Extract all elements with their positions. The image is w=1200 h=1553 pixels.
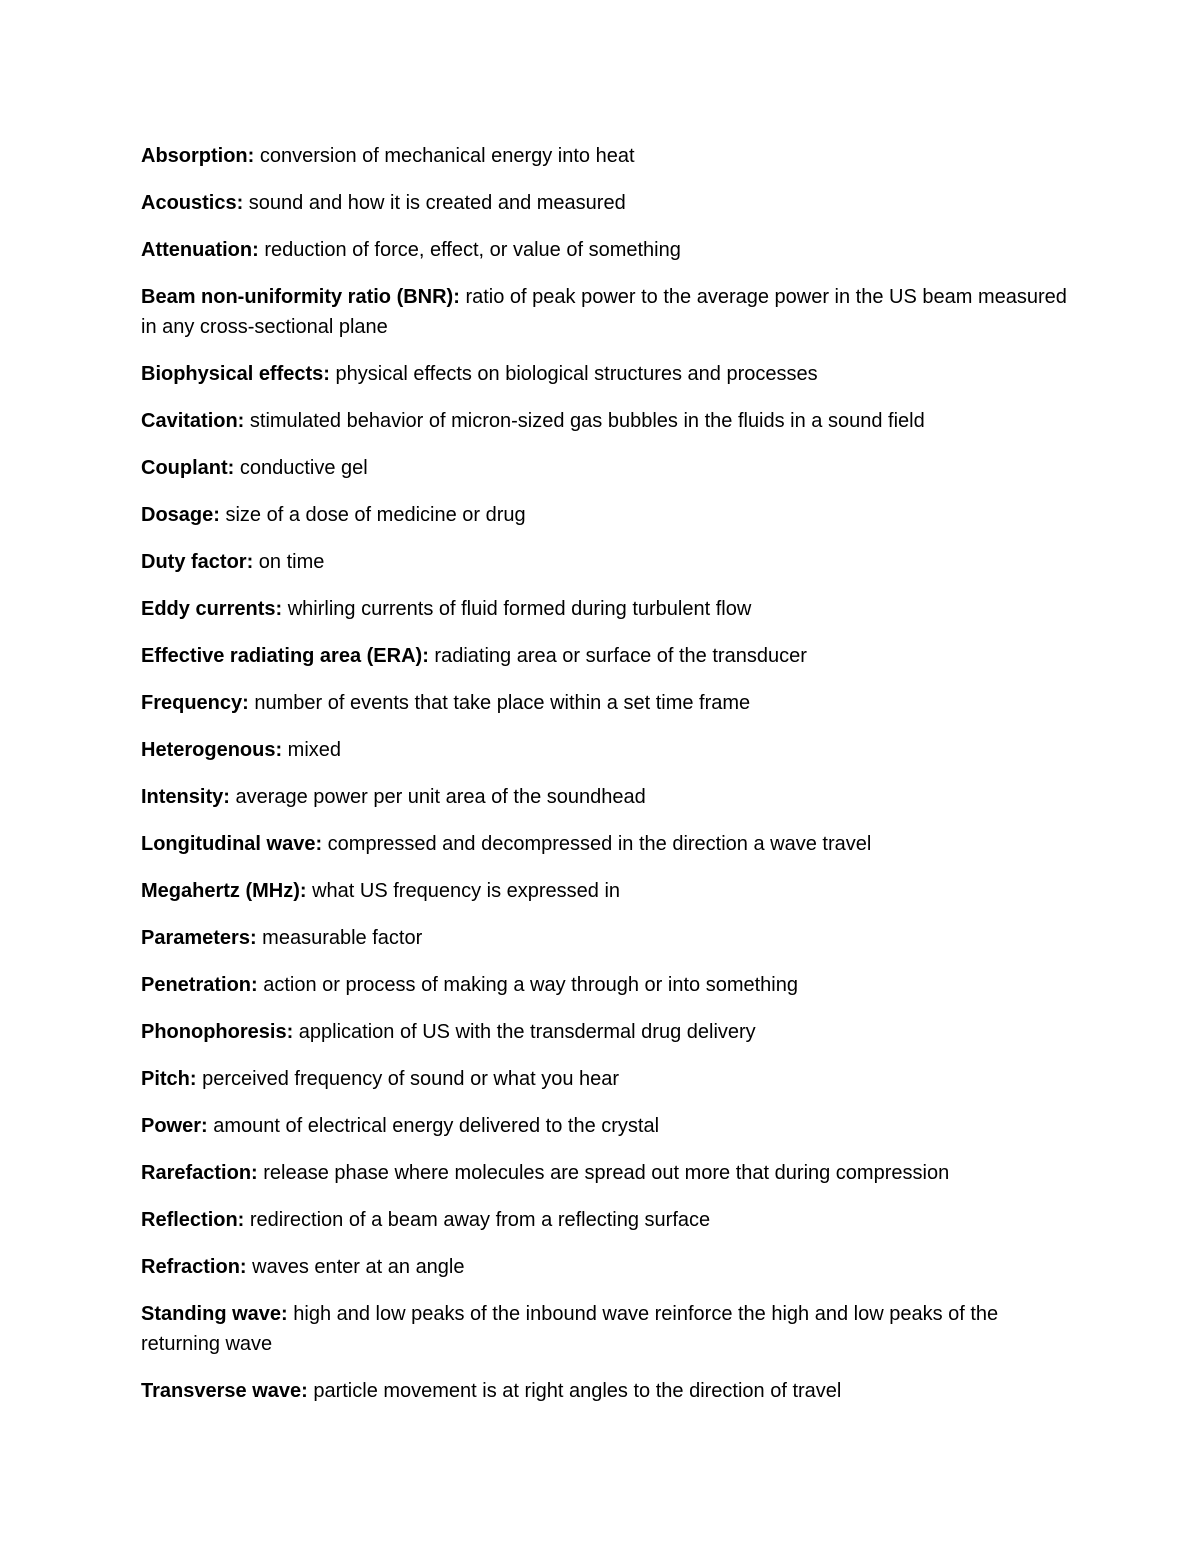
term: Couplant: bbox=[141, 457, 235, 479]
term: Frequency: bbox=[141, 692, 249, 714]
term: Eddy currents: bbox=[141, 598, 283, 620]
definition: waves enter at an angle bbox=[246, 1256, 465, 1278]
term: Acoustics: bbox=[141, 192, 244, 214]
definition: compressed and decompressed in the direction a wave travel bbox=[322, 833, 872, 855]
definition: sound and how it is created and measured bbox=[243, 192, 626, 214]
glossary-entry-biophysical-effects bbox=[141, 359, 1071, 389]
glossary-entry-couplant bbox=[141, 453, 1071, 483]
definition: amount of electrical energy delivered to the crystal bbox=[207, 1115, 660, 1137]
glossary-entry-frequency bbox=[141, 688, 1071, 718]
term: Heterogenous: bbox=[141, 739, 283, 761]
glossary-entry-pitch bbox=[141, 1064, 1071, 1094]
glossary-entry-rarefaction bbox=[141, 1158, 1071, 1188]
glossary-entry-duty-factor bbox=[141, 547, 1071, 577]
definition: particle movement is at right angles to the direction of travel bbox=[307, 1380, 842, 1402]
glossary-entry-absorption bbox=[141, 141, 1071, 171]
glossary-entry-acoustics bbox=[141, 188, 1071, 218]
term: Beam non-uniformity ratio (BNR): bbox=[141, 286, 460, 308]
glossary-entry-refraction bbox=[141, 1252, 1071, 1282]
term: Effective radiating area (ERA): bbox=[141, 645, 429, 667]
glossary-entry-megahertz bbox=[141, 876, 1071, 906]
glossary-entry-intensity bbox=[141, 782, 1071, 812]
term: Duty factor: bbox=[141, 551, 254, 573]
glossary-entry-cavitation bbox=[141, 406, 1071, 436]
glossary-entry-heterogenous bbox=[141, 735, 1071, 765]
glossary-entry-reflection bbox=[141, 1205, 1071, 1235]
term: Transverse wave: bbox=[141, 1380, 308, 1402]
glossary-entry-dosage bbox=[141, 500, 1071, 530]
glossary-entry-phonophoresis bbox=[141, 1017, 1071, 1047]
term: Megahertz (MHz): bbox=[141, 880, 307, 902]
glossary-entry-era bbox=[141, 641, 1071, 671]
term: Pitch: bbox=[141, 1068, 197, 1090]
definition: redirection of a beam away from a reflecting surface bbox=[244, 1209, 711, 1231]
glossary-page bbox=[141, 141, 1071, 1423]
definition: application of US with the transdermal drug delivery bbox=[293, 1021, 756, 1043]
definition: radiating area or surface of the transducer bbox=[428, 645, 807, 667]
glossary-entry-longitudinal-wave bbox=[141, 829, 1071, 859]
glossary-entry-standing-wave bbox=[141, 1299, 1071, 1359]
glossary-entry-bnr bbox=[141, 282, 1071, 342]
definition: stimulated behavior of micron-sized gas bubbles in the fluids in a sound field bbox=[244, 410, 925, 432]
term: Rarefaction: bbox=[141, 1162, 258, 1184]
definition: what US frequency is expressed in bbox=[306, 880, 621, 902]
term: Dosage: bbox=[141, 504, 220, 526]
term: Biophysical effects: bbox=[141, 363, 330, 385]
term: Cavitation: bbox=[141, 410, 245, 432]
term: Penetration: bbox=[141, 974, 258, 996]
definition: high and low peaks of the inbound wave reinforce the high and low peaks of the returning wave bbox=[141, 1303, 999, 1355]
definition: release phase where molecules are spread out more that during compression bbox=[257, 1162, 950, 1184]
glossary-entry-transverse-wave bbox=[141, 1376, 1071, 1406]
definition: conversion of mechanical energy into heat bbox=[254, 145, 635, 167]
definition: reduction of force, effect, or value of something bbox=[258, 239, 681, 261]
term: Attenuation: bbox=[141, 239, 259, 261]
glossary-entry-parameters bbox=[141, 923, 1071, 953]
term: Power: bbox=[141, 1115, 208, 1137]
definition: perceived frequency of sound or what you hear bbox=[196, 1068, 620, 1090]
definition: mixed bbox=[282, 739, 342, 761]
term: Reflection: bbox=[141, 1209, 245, 1231]
definition: action or process of making a way through or into something bbox=[257, 974, 798, 996]
term: Refraction: bbox=[141, 1256, 247, 1278]
term: Absorption: bbox=[141, 145, 255, 167]
glossary-entry-power bbox=[141, 1111, 1071, 1141]
definition: whirling currents of fluid formed during turbulent flow bbox=[282, 598, 752, 620]
definition: conductive gel bbox=[234, 457, 368, 479]
term: Parameters: bbox=[141, 927, 257, 949]
glossary-entry-eddy-currents bbox=[141, 594, 1071, 624]
term: Standing wave: bbox=[141, 1303, 288, 1325]
definition: measurable factor bbox=[256, 927, 423, 949]
glossary-entry-penetration bbox=[141, 970, 1071, 1000]
definition: physical effects on biological structures and processes bbox=[329, 363, 818, 385]
definition: on time bbox=[253, 551, 325, 573]
definition: number of events that take place within a set time frame bbox=[248, 692, 751, 714]
definition: ratio of peak power to the average power in the US beam measured in any cross-sectional plane bbox=[141, 286, 1067, 338]
term: Phonophoresis: bbox=[141, 1021, 294, 1043]
term: Longitudinal wave: bbox=[141, 833, 323, 855]
definition: size of a dose of medicine or drug bbox=[219, 504, 526, 526]
definition: average power per unit area of the soundhead bbox=[229, 786, 646, 808]
glossary-entry-attenuation bbox=[141, 235, 1071, 265]
term: Intensity: bbox=[141, 786, 230, 808]
